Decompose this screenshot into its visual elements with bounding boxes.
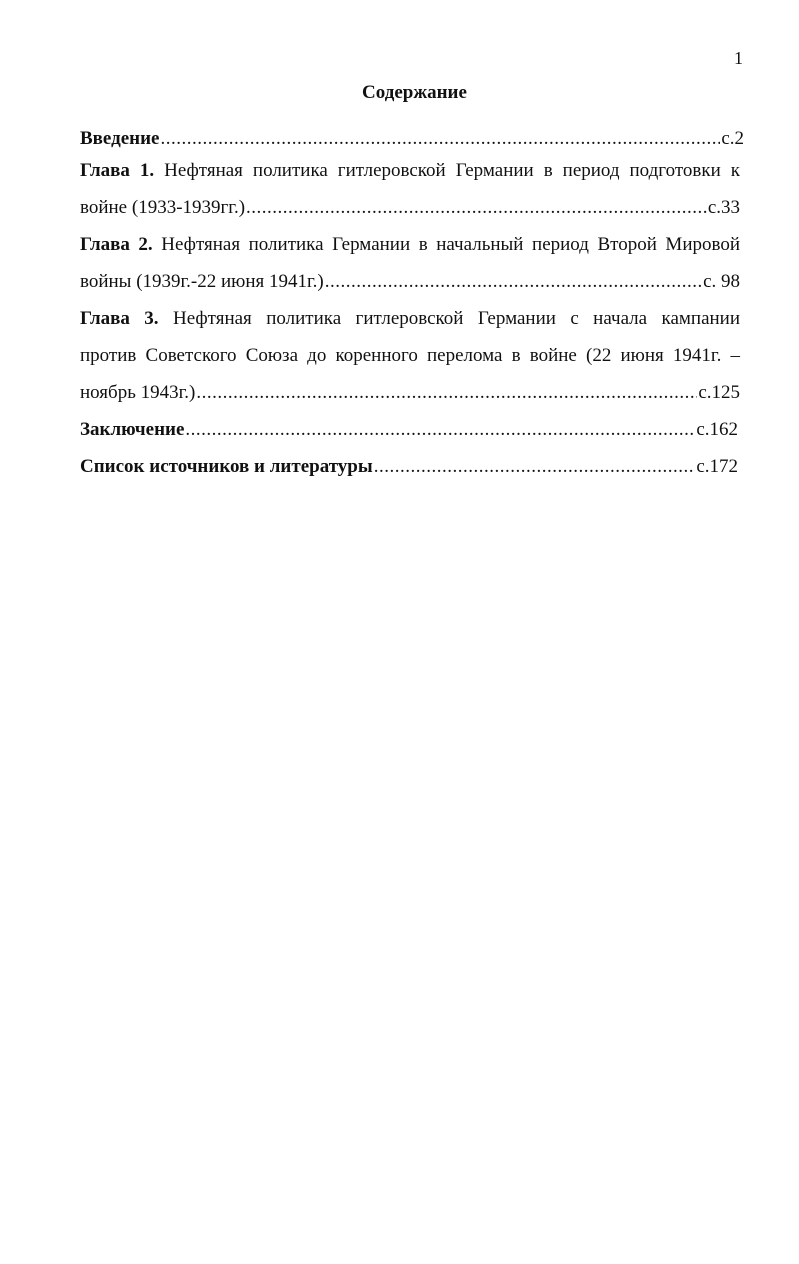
toc-entry-line: [80, 337, 740, 374]
toc-entry-introduction[interactable]: [80, 126, 744, 152]
dot-leader: [161, 126, 721, 152]
toc-entry-text: против Советского Союза до коренного перелома в войне (22 июня 1941г. –: [80, 345, 740, 366]
dot-leader: [246, 189, 707, 226]
toc-entry-line: [80, 152, 740, 189]
toc-entry-chapter-3[interactable]: [80, 300, 744, 411]
toc-entry-bibliography[interactable]: [80, 448, 738, 485]
toc-entry-text: Нефтяная политика гитлеровской Германии в период подготовки к: [164, 160, 741, 181]
toc-entry-page: с.172: [696, 456, 738, 477]
table-of-contents: [80, 126, 744, 485]
toc-entry-page: с.125: [698, 382, 740, 403]
dot-leader: [325, 263, 702, 300]
toc-entry-chapter-1[interactable]: [80, 152, 744, 226]
dot-leader: [374, 448, 696, 485]
toc-entry-text: Нефтяная политика Германии в начальный период Второй Мировой: [161, 234, 741, 255]
toc-entry-label: Глава 3.: [80, 308, 159, 329]
toc-entry-line: [80, 263, 740, 300]
toc-entry-line: [80, 226, 740, 263]
toc-entry-label: Глава 1.: [80, 160, 155, 181]
toc-entry-label: Введение: [80, 128, 160, 149]
toc-entry-conclusion[interactable]: [80, 411, 738, 448]
toc-entry-page: с.2: [721, 128, 744, 149]
toc-entry-label: Глава 2.: [80, 234, 153, 255]
toc-entry-text: ноябрь 1943г.): [80, 382, 196, 403]
toc-entry-text: Нефтяная политика гитлеровской Германии с начала кампании: [172, 308, 741, 329]
page-title: Содержание: [362, 82, 467, 103]
dot-leader: [196, 374, 697, 411]
toc-entry-page: с.162: [696, 419, 738, 440]
toc-entry-label: Список источников и литературы: [80, 456, 373, 477]
toc-entry-page: с. 98: [703, 271, 740, 292]
toc-entry-label: Заключение: [80, 419, 185, 440]
page-number: 1: [734, 48, 743, 68]
toc-entry-text: войне (1933-1939гг.): [80, 197, 246, 218]
toc-entry-line: [80, 374, 740, 411]
toc-entry-text: войны (1939г.-22 июня 1941г.): [80, 271, 324, 292]
toc-entry-chapter-2[interactable]: [80, 226, 744, 300]
dot-leader: [185, 411, 695, 448]
toc-entry-line: [80, 300, 740, 337]
toc-entry-page: с.33: [707, 197, 740, 218]
toc-entry-line: [80, 189, 740, 226]
